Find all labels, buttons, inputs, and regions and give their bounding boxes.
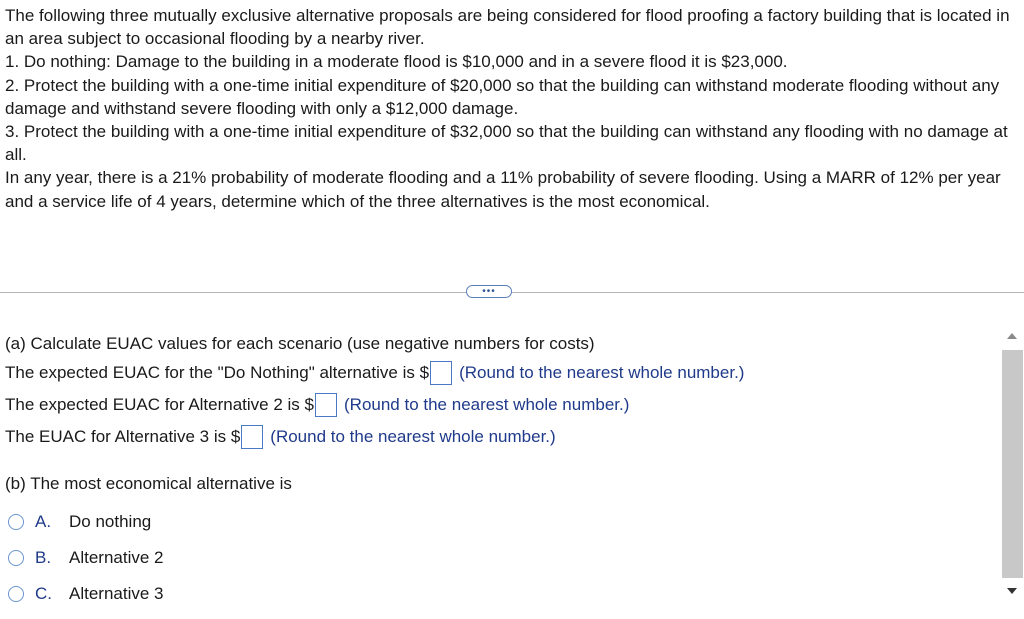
section-divider <box>0 292 1024 293</box>
euac-alt3-row <box>5 425 556 449</box>
option-c[interactable] <box>8 584 164 604</box>
euac-alt3-input[interactable] <box>241 425 263 449</box>
euac-do-nothing-hint: (Round to the nearest whole number.) <box>459 363 745 382</box>
scroll-down-icon[interactable] <box>1007 588 1017 594</box>
euac-do-nothing-input[interactable] <box>430 361 452 385</box>
alternative-3-text: 3. Protect the building with a one-time initial expenditure of $32,000 so that the building can withstand any flooding with no damage at all. <box>5 122 1008 165</box>
problem-statement <box>5 4 1015 213</box>
problem-question: In any year, there is a 21% probability of moderate flooding and a 11% probability of severe flooding. Using a MARR of 12% per year and a service life of 4 years, determine which of the three alternatives is the most economical. <box>5 168 1001 211</box>
option-a-label: Do nothing <box>69 512 152 531</box>
expand-button[interactable] <box>466 285 512 298</box>
option-b-label: Alternative 2 <box>69 548 164 567</box>
radio-button-icon[interactable] <box>8 550 24 566</box>
part-a-heading: (a) Calculate EUAC values for each scenario (use negative numbers for costs) <box>5 334 595 353</box>
radio-button-icon[interactable] <box>8 514 24 530</box>
euac-alt2-label: The expected EUAC for Alternative 2 is $ <box>5 395 314 414</box>
alternative-2-text: 2. Protect the building with a one-time initial expenditure of $20,000 so that the building can withstand moderate flooding without any damage and withstand severe flooding with only a $12,000 damage. <box>5 75 1000 118</box>
option-a[interactable] <box>8 512 151 532</box>
vertical-scrollbar[interactable] <box>1002 328 1023 606</box>
euac-do-nothing-row <box>5 361 744 385</box>
euac-alt2-hint: (Round to the nearest whole number.) <box>344 395 630 414</box>
part-b-heading: (b) The most economical alternative is <box>5 474 292 493</box>
euac-alt3-hint: (Round to the nearest whole number.) <box>270 427 556 446</box>
euac-alt2-row <box>5 393 629 417</box>
option-b-letter: B. <box>35 548 52 567</box>
option-c-letter: C. <box>35 584 52 603</box>
euac-alt2-input[interactable] <box>315 393 337 417</box>
more-icon: ••• <box>482 285 496 297</box>
euac-alt3-label: The EUAC for Alternative 3 is $ <box>5 427 241 446</box>
option-a-letter: A. <box>35 512 52 531</box>
scrollbar-thumb[interactable] <box>1002 350 1023 578</box>
option-c-label: Alternative 3 <box>69 584 164 603</box>
alternative-1-text: 1. Do nothing: Damage to the building in a moderate flood is $10,000 and in a severe flood it is $23,000. <box>5 52 788 72</box>
scroll-up-icon[interactable] <box>1007 333 1017 339</box>
problem-intro: The following three mutually exclusive alternative proposals are being considered for flood proofing a factory building that is located in an area subject to occasional flooding by a nearby river. <box>5 6 1010 49</box>
radio-button-icon[interactable] <box>8 586 24 602</box>
euac-do-nothing-label: The expected EUAC for the "Do Nothing" alternative is $ <box>5 363 430 382</box>
option-b[interactable] <box>8 548 164 568</box>
